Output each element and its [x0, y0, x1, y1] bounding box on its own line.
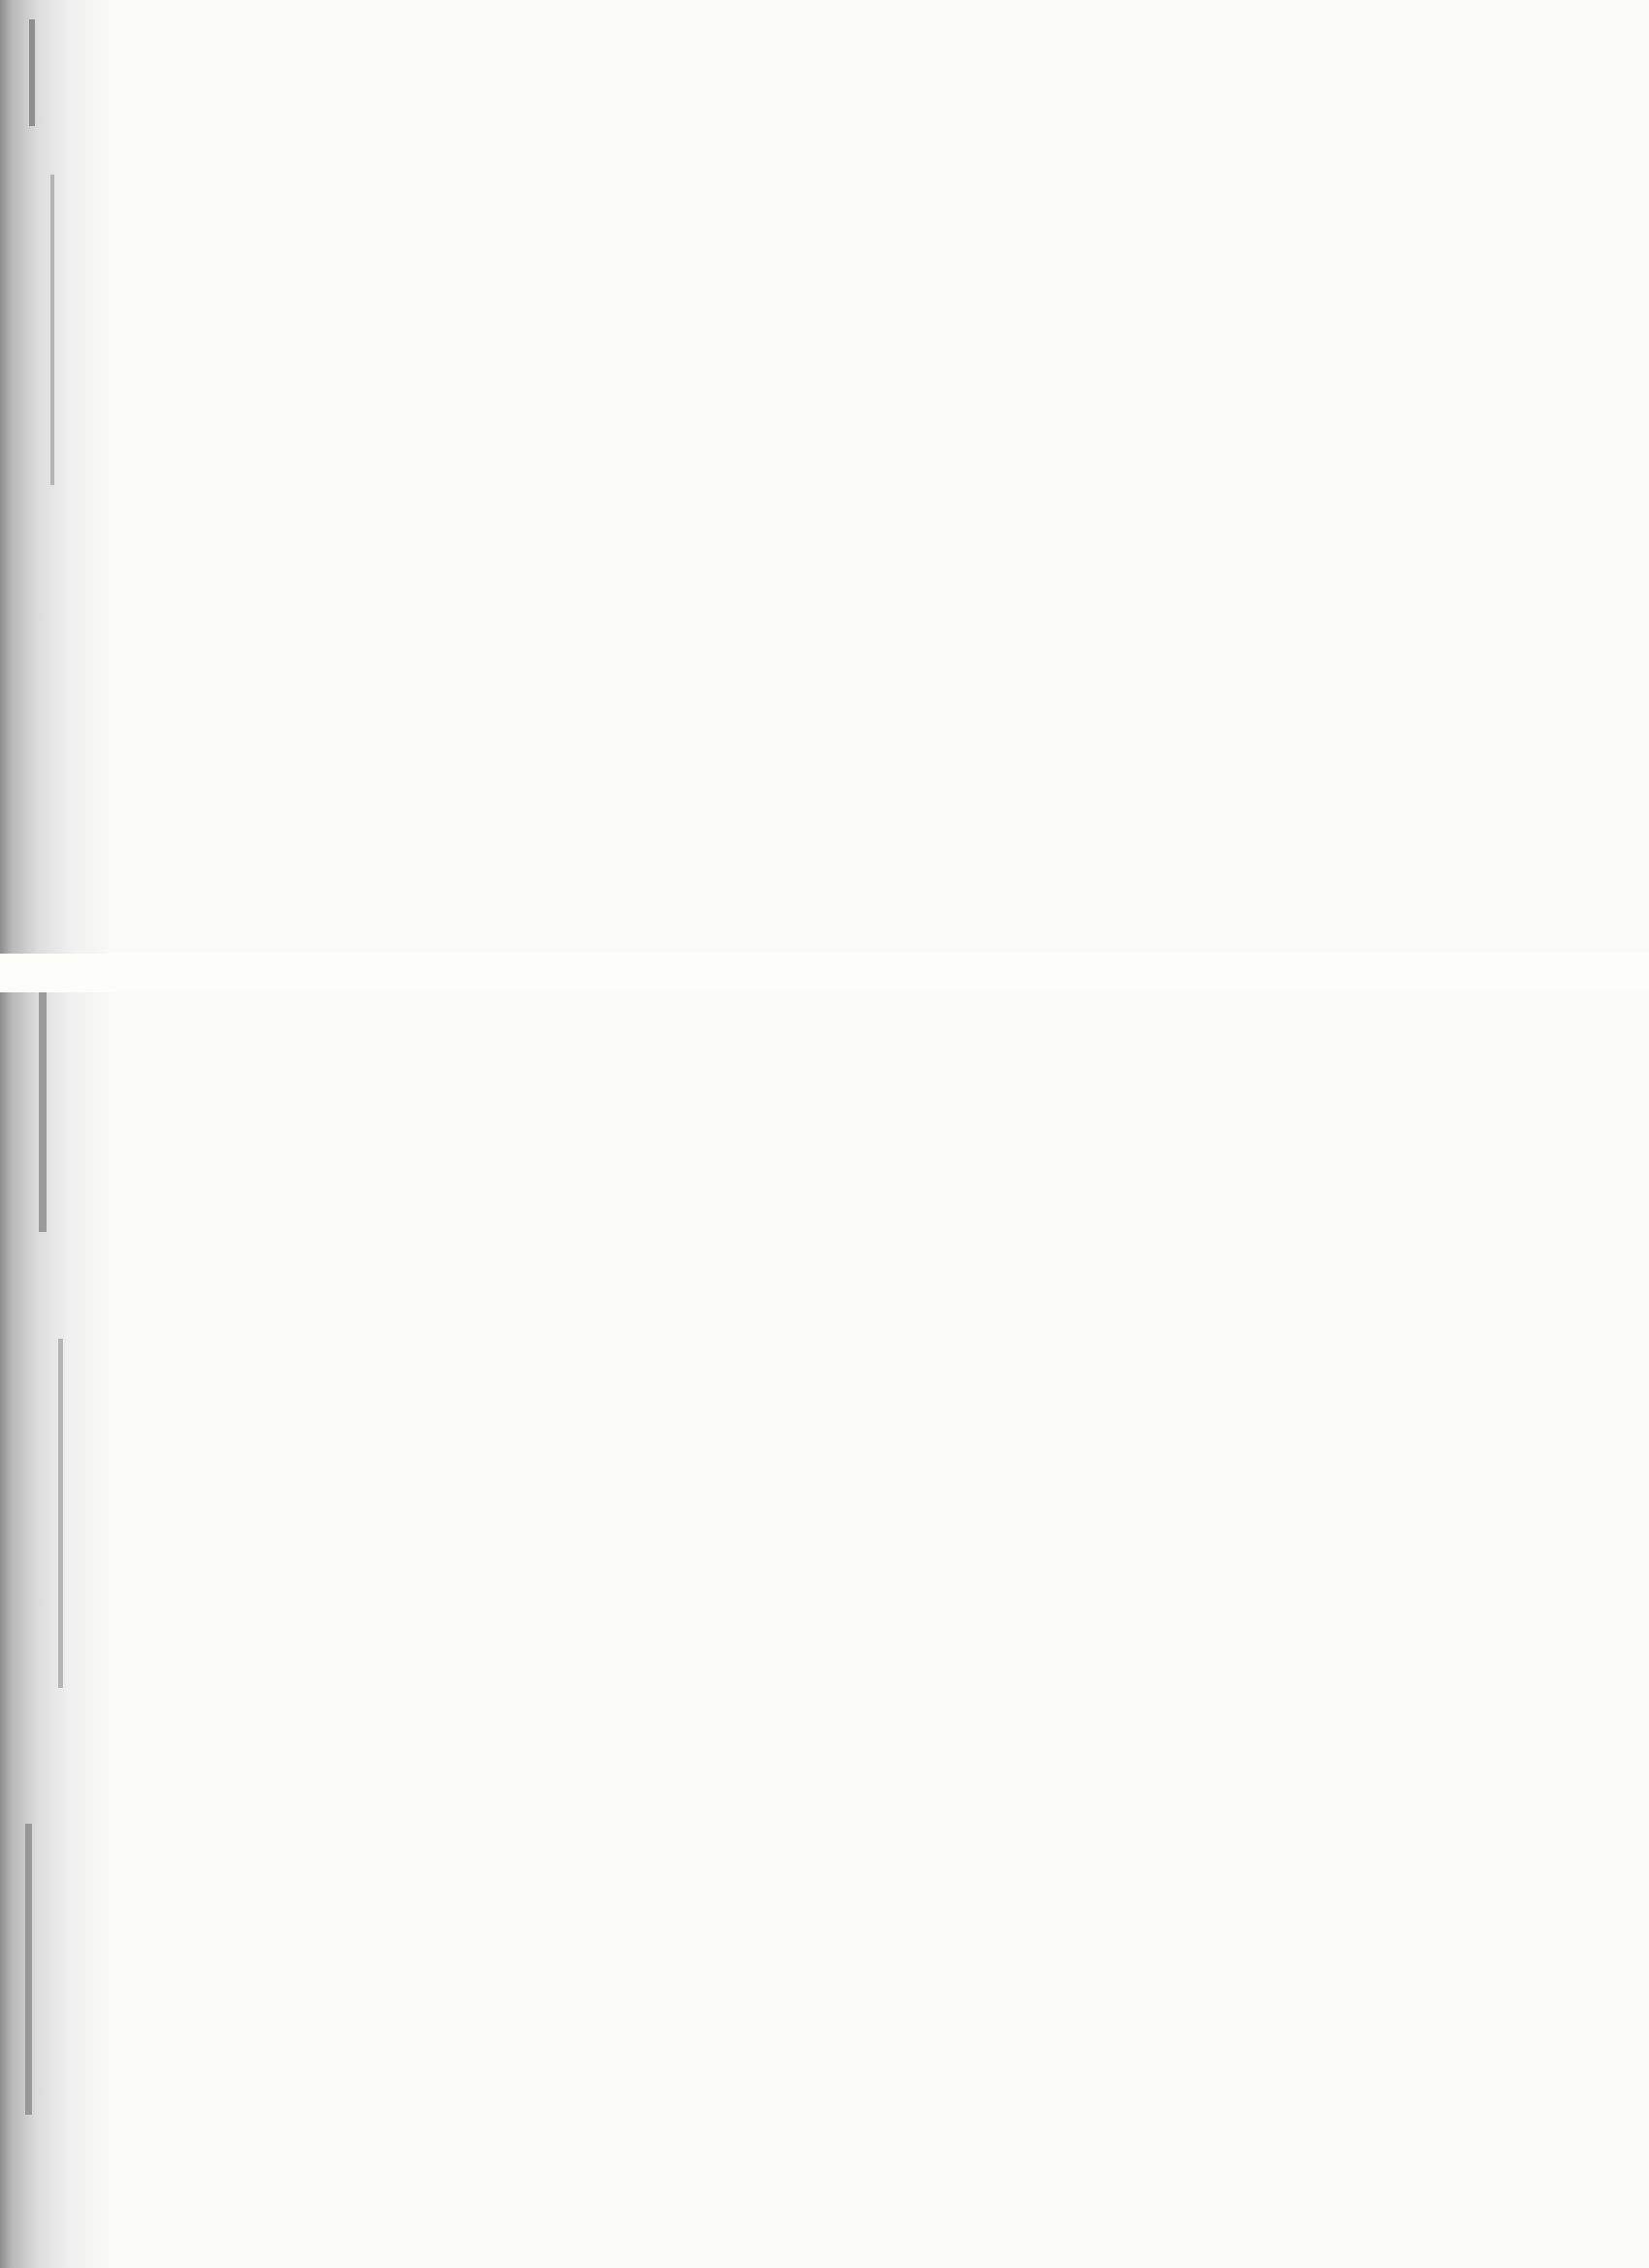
scan-streak: [39, 980, 47, 1232]
scan-streak: [58, 1339, 63, 1688]
scan-shadow: [0, 0, 116, 2268]
page-gap: [0, 954, 1649, 992]
scan-streak: [25, 1824, 32, 2115]
scan-streak: [29, 19, 35, 126]
scan-streak: [50, 175, 54, 485]
